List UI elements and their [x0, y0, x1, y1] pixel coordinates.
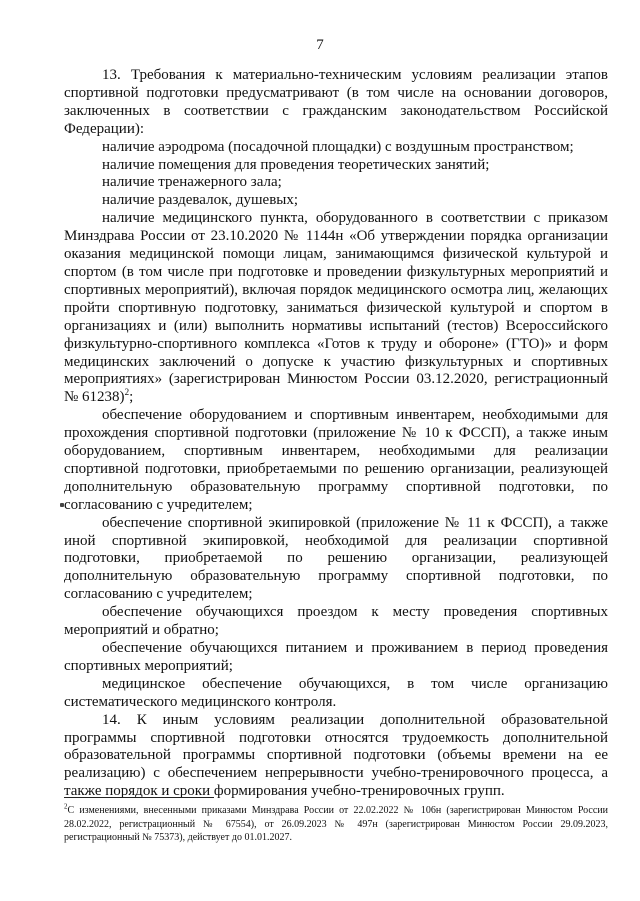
paragraph-14: 14. К иным условиям реализации дополнительной образовательной программы спортивной подготовки относятся трудоемкость дополнительной образовательной программы спортивной подготовки (объемы времени на ее реализацию) с обеспечением непрерывности учебно-тренировочного процесса, а также порядок и сроки формирования учебно-тренировочных групп. [64, 711, 608, 800]
medical-point-tail: ; [129, 389, 134, 406]
list-item-medical-point [64, 210, 608, 407]
list-item-medical-support: медицинское обеспечение обучающихся, в том числе организацию систематического медицинского контроля. [64, 675, 608, 710]
paragraph-13-heading: 13. Требования к материально-техническим условиям реализации этапов спортивной подготовки предусматривают (в том числе на основании договоров, заключенных в соответствии с гражданским законодательством Российской Федерации): [64, 67, 608, 137]
footnote-marker: 2 [64, 802, 68, 811]
footnote [64, 804, 608, 845]
list-item-travel: обеспечение обучающихся проездом к месту проведения спортивных мероприятий и обратно; [64, 604, 608, 639]
document-body [64, 67, 608, 801]
footnote-divider [64, 797, 214, 798]
list-item-equipment: обеспечение оборудованием и спортивным инвентарем, необходимыми для прохождения спортивной подготовки (приложение № 10 к ФССП), а также иным оборудованием, спортивным инвентарем, необходимыми для реализации спортивной подготовки, приобретаемыми по решению организации, реализующей дополнительную образовательную программу спортивной подготовки, по согласованию с учредителем; [64, 407, 608, 513]
footnote-reference: 2 [124, 387, 130, 398]
page-number: 7 [316, 37, 324, 53]
list-item-gym: наличие тренажерного зала; [102, 174, 282, 191]
medical-point-text: наличие медицинского пункта, оборудованного в соответствии с приказом Минздрава России от 23.10.2020 № 1144н «Об утверждении порядка организации оказания медицинской помощи лицам, занимающимся физической культурой и спортом (в том числе при подготовке и проведении физкультурных мероприятий и спортивных мероприятий), включая порядок медицинского осмотра лиц, желающих пройти спортивную подготовку, заниматься физической культурой и спортом в организациях и (или) выполнить нормативы испытаний (тестов) Всероссийского физкультурно-спортивного комплекса «Готов к труду и обороне» (ГТО)» и форм медицинских заключений о допуске к участию физкультурных и спортивных мероприятиях» (зарегистрирован Минюстом России 03.12.2020, регистрационный № 61238) [64, 210, 608, 406]
list-item-food-housing: обеспечение обучающихся питанием и проживанием в период проведения спортивных мероприятий; [64, 640, 608, 674]
list-item-sports-gear: обеспечение спортивной экипировкой (приложение № 11 к ФССП), а также иной спортивной экипировкой, необходимой для реализации спортивной подготовки, приобретаемой по решению организации, реализующей дополнительную образовательную программу спортивной подготовки, по согласованию с учредителем; [64, 514, 608, 603]
scan-artifact [60, 503, 64, 507]
list-item-aerodrome: наличие аэродрома (посадочной площадки) с воздушным пространством; [102, 138, 574, 155]
footnote-text: С изменениями, внесенными приказами Минздрава России от 22.02.2022 № 106н (зарегистрирован Минюстом России 28.02.2022, регистрационный № 67554), от 26.09.2023 № 497н (зарегистрирован Минюстом России 29.09.2023, регистрационный № 75373), действует до 01.01.2027. [64, 805, 608, 844]
list-item-locker-rooms: наличие раздевалок, душевых; [102, 192, 299, 209]
list-item-theory-room: наличие помещения для проведения теоретических занятий; [102, 156, 490, 173]
